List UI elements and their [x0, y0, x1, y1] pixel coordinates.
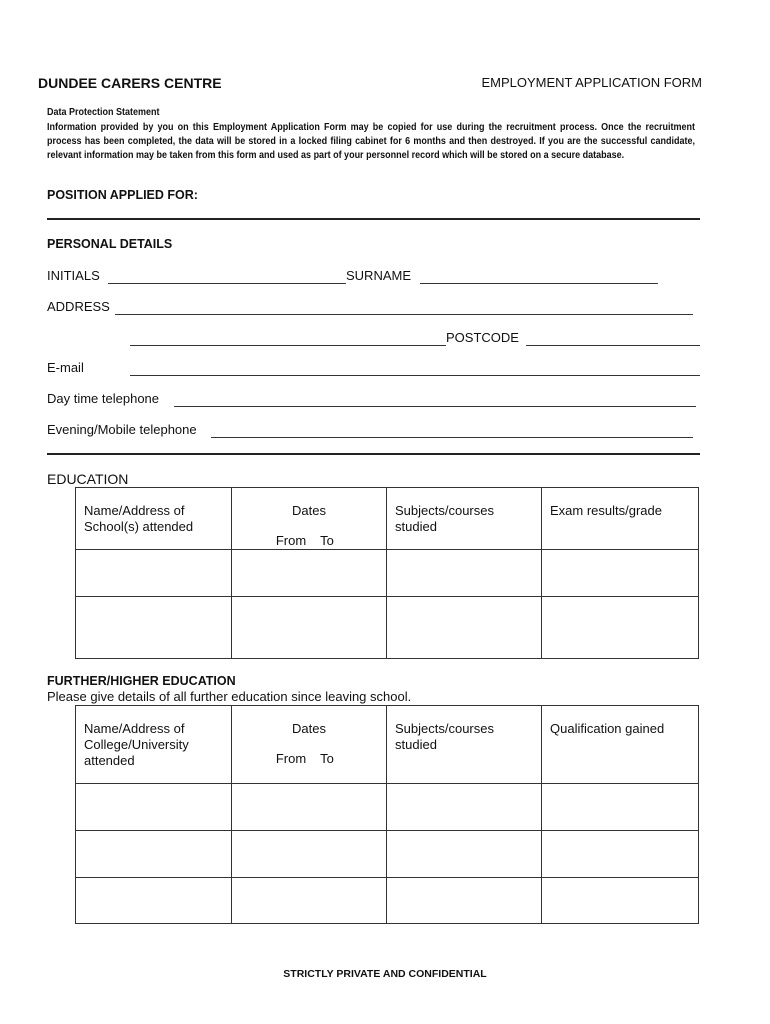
- table-cell[interactable]: [76, 878, 232, 924]
- day-phone-field[interactable]: [174, 406, 696, 407]
- divider: [47, 218, 700, 220]
- table-row: [76, 831, 699, 878]
- column-header-qualification: Qualification gained: [542, 706, 699, 784]
- email-field[interactable]: [130, 375, 700, 376]
- table-cell[interactable]: [542, 597, 699, 659]
- table-row: [76, 597, 699, 659]
- table-cell[interactable]: [76, 784, 232, 831]
- day-phone-label: Day time telephone: [47, 391, 160, 406]
- confidential-footer: STRICTLY PRIVATE AND CONFIDENTIAL: [283, 968, 487, 980]
- table-cell[interactable]: [542, 878, 699, 924]
- address-line-2-field[interactable]: [130, 345, 446, 346]
- education-table: [75, 487, 699, 659]
- table-cell[interactable]: [232, 831, 387, 878]
- postcode-label: POSTCODE: [446, 330, 519, 345]
- from-label: From: [275, 751, 307, 766]
- column-header-college: Name/Address of College/University attended: [76, 706, 232, 784]
- column-header-dates: [232, 488, 387, 550]
- postcode-field[interactable]: [526, 345, 700, 346]
- column-header-subjects: Subjects/courses studied: [387, 706, 542, 784]
- dates-label: Dates: [292, 721, 326, 736]
- position-applied-label: POSITION APPLIED FOR:: [47, 188, 198, 202]
- data-protection-text: Information provided by you on this Employment Application Form may be copied for use during the recruitment process. Once the recruitment process has been completed, the data will be stored in a locked filing cabinet for 6 months and then destroyed. If you are the successful candidate, relevant information may be taken from this form and used as part of your personnel record which will be stored on a secure database.: [47, 122, 695, 161]
- table-cell[interactable]: [232, 784, 387, 831]
- column-header-results: Exam results/grade: [542, 488, 699, 550]
- initials-label: INITIALS: [47, 268, 100, 283]
- to-label: To: [320, 751, 334, 766]
- address-field[interactable]: [115, 314, 693, 315]
- table-cell[interactable]: [232, 597, 387, 659]
- evening-phone-label: Evening/Mobile telephone: [47, 422, 197, 437]
- data-protection-title: Data Protection Statement: [47, 107, 160, 118]
- table-header-row: [76, 706, 699, 784]
- to-label: To: [320, 533, 334, 548]
- table-cell[interactable]: [387, 550, 542, 597]
- table-cell[interactable]: [76, 831, 232, 878]
- table-cell[interactable]: [542, 831, 699, 878]
- address-label: ADDRESS: [47, 299, 110, 314]
- divider: [47, 453, 700, 455]
- initials-field[interactable]: [108, 283, 346, 284]
- table-cell[interactable]: [542, 550, 699, 597]
- table-row: [76, 784, 699, 831]
- table-cell[interactable]: [232, 878, 387, 924]
- surname-field[interactable]: [420, 283, 658, 284]
- further-education-subtext: Please give details of all further education since leaving school.: [47, 689, 412, 704]
- table-cell[interactable]: [76, 550, 232, 597]
- table-row: [76, 878, 699, 924]
- org-name: DUNDEE CARERS CENTRE: [38, 75, 222, 91]
- further-education-table: [75, 705, 699, 924]
- column-header-subjects: Subjects/courses studied: [387, 488, 542, 550]
- table-cell[interactable]: [232, 550, 387, 597]
- table-cell[interactable]: [387, 831, 542, 878]
- column-header-school: Name/Address of School(s) attended: [76, 488, 232, 550]
- personal-details-heading: PERSONAL DETAILS: [47, 237, 173, 251]
- table-row: [76, 550, 699, 597]
- column-header-dates: [232, 706, 387, 784]
- dates-label: Dates: [292, 503, 326, 518]
- table-cell[interactable]: [387, 784, 542, 831]
- education-heading: EDUCATION: [47, 471, 129, 487]
- surname-label: SURNAME: [346, 268, 412, 283]
- evening-phone-field[interactable]: [211, 437, 693, 438]
- table-header-row: [76, 488, 699, 550]
- table-cell[interactable]: [387, 597, 542, 659]
- from-label: From: [275, 533, 307, 548]
- table-cell[interactable]: [387, 878, 542, 924]
- table-cell[interactable]: [76, 597, 232, 659]
- table-cell[interactable]: [542, 784, 699, 831]
- further-education-heading: FURTHER/HIGHER EDUCATION: [47, 674, 236, 688]
- email-label: E-mail: [47, 360, 84, 375]
- form-title: EMPLOYMENT APPLICATION FORM: [481, 75, 702, 90]
